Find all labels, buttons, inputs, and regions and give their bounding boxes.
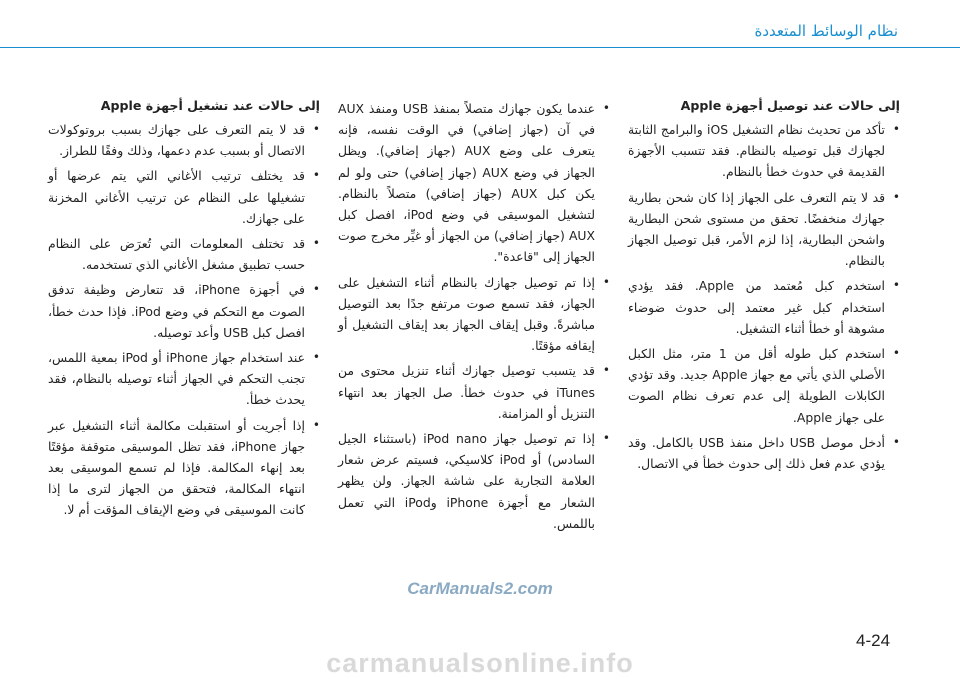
column-right [628, 96, 900, 478]
header-divider [0, 47, 960, 48]
column-right-heading: إلى حالات عند توصيل أجهزة Apple [680, 98, 900, 113]
list-item: • قد يتسبب توصيل جهازك أثناء تنزيل محتوى من iTunes في حدوث خطأ. صل الجهاز بعد انتهاء التنزيل أو المزامنة. [338, 360, 610, 424]
watermark: CarManuals2.com [407, 579, 553, 598]
list-item: • استخدم كبل طوله أقل من 1 متر، مثل الكبل الأصلي الذي يأتي مع جهاز Apple جديد. وقد تؤدي الكابلات الطويلة إلى عدم تعرف نظام الصوت على جهاز Apple. [628, 343, 900, 428]
list-item: • قد تختلف المعلومات التي تُعرَض على النظام حسب تطبيق مشغل الأغاني الذي تستخدمه. [48, 233, 320, 275]
list-item: • تأكد من تحديث نظام التشغيل iOS والبرامج الثابتة لجهازك قبل توصيله بالنظام. فقد تتسبب الأجهزة القديمة في حدوث خطأ بالنظام. [628, 119, 900, 183]
list-item: • قد يختلف ترتيب الأغاني التي يتم عرضها أو تشغيلها على النظام عن ترتيب الأغاني المخزنة على جهازك. [48, 165, 320, 229]
list-item: • إذا أجريت أو استقبلت مكالمة أثناء التشغيل عبر جهاز iPhone، فقد تظل الموسيقى متوقفة مؤقتًا بعد إنهاء المكالمة. فإذا لم تسمع الموسيقى بعد انتهاء المكالمة، فتحقق من الجهاز لترى ما إذا كانت الموسيقى في وضع الإيقاف المؤقت أم لا. [48, 415, 320, 521]
column-right-list [628, 119, 900, 474]
list-item: • عند استخدام جهاز iPhone أو iPod بمعية اللمس، تجنب التحكم في الجهاز أثناء توصيله بالنظام، فقد يحدث خطأ. [48, 347, 320, 411]
footer-watermark: carmanualsonline.info [326, 648, 634, 678]
list-item: • قد لا يتم التعرف على جهازك بسبب بروتوكولات الاتصال أو بسبب عدم دعمها، وذلك وفقًا للطراز. [48, 119, 320, 161]
column-middle [338, 98, 610, 538]
list-item: • إذا تم توصيل جهاز iPod nano (باستثناء الجيل السادس) أو iPod كلاسيكي، فسيتم عرض شعار العلامة التجارية على شاشة الجهاز. ولن يظهر الشعار مع أجهزة iPhone وiPod التي تعمل باللمس. [338, 428, 610, 534]
column-left-heading: إلى حالات عند تشغيل أجهزة Apple [100, 98, 320, 113]
column-left-list [48, 119, 320, 521]
page-header [0, 0, 960, 58]
column-left [48, 96, 320, 525]
page-number: 4-24 [856, 631, 891, 650]
section-title: نظام الوسائط المتعددة [754, 22, 898, 40]
list-item: • قد لا يتم التعرف على الجهاز إذا كان شحن بطارية جهازك منخفضًا. تحقق من مستوى شحن البطارية واشحن البطارية، إذا لزم الأمر، قبل توصيل الجهاز بالنظام. [628, 187, 900, 272]
column-middle-list [338, 98, 610, 534]
list-item: • إذا تم توصيل جهازك بالنظام أثناء التشغيل على الجهاز، فقد تسمع صوت مرتفع جدًا بعد التوصيل مباشرةً. وقبل إيقاف الجهاز بعد إيقاف التشغيل أو إيقافه مؤقتًا. [338, 272, 610, 357]
list-item: • عندما يكون جهازك متصلاً بمنفذ USB ومنفذ AUX في آن (جهاز إضافي) في الوقت نفسه، فإنه يتعرف على وضع AUX (جهاز إضافي). ويظل الجهاز في وضع AUX (جهاز إضافي) حتى ولو لم يكن كبل AUX (جهاز إضافي) متصلاً بالنظام. لتشغيل الموسيقى في وضع iPod، افصل كبل AUX (جهاز إضافي) من الجهاز أو غيِّر مخرج صوت الجهاز إلى "قاعدة". [338, 98, 610, 268]
list-item: • في أجهزة iPhone، قد تتعارض وظيفة تدفق الصوت مع التحكم في وضع iPod. فإذا حدث خطأ، افصل كبل USB وأعد توصيله. [48, 279, 320, 343]
list-item: • أدخل موصل USB داخل منفذ USB بالكامل. وقد يؤدي عدم فعل ذلك إلى حدوث خطأ في الاتصال. [628, 432, 900, 474]
list-item: • استخدم كبل مُعتمد من Apple. فقد يؤدي استخدام كبل غير معتمد إلى حدوث ضوضاء مشوهة أو خطأ أثناء التشغيل. [628, 275, 900, 339]
